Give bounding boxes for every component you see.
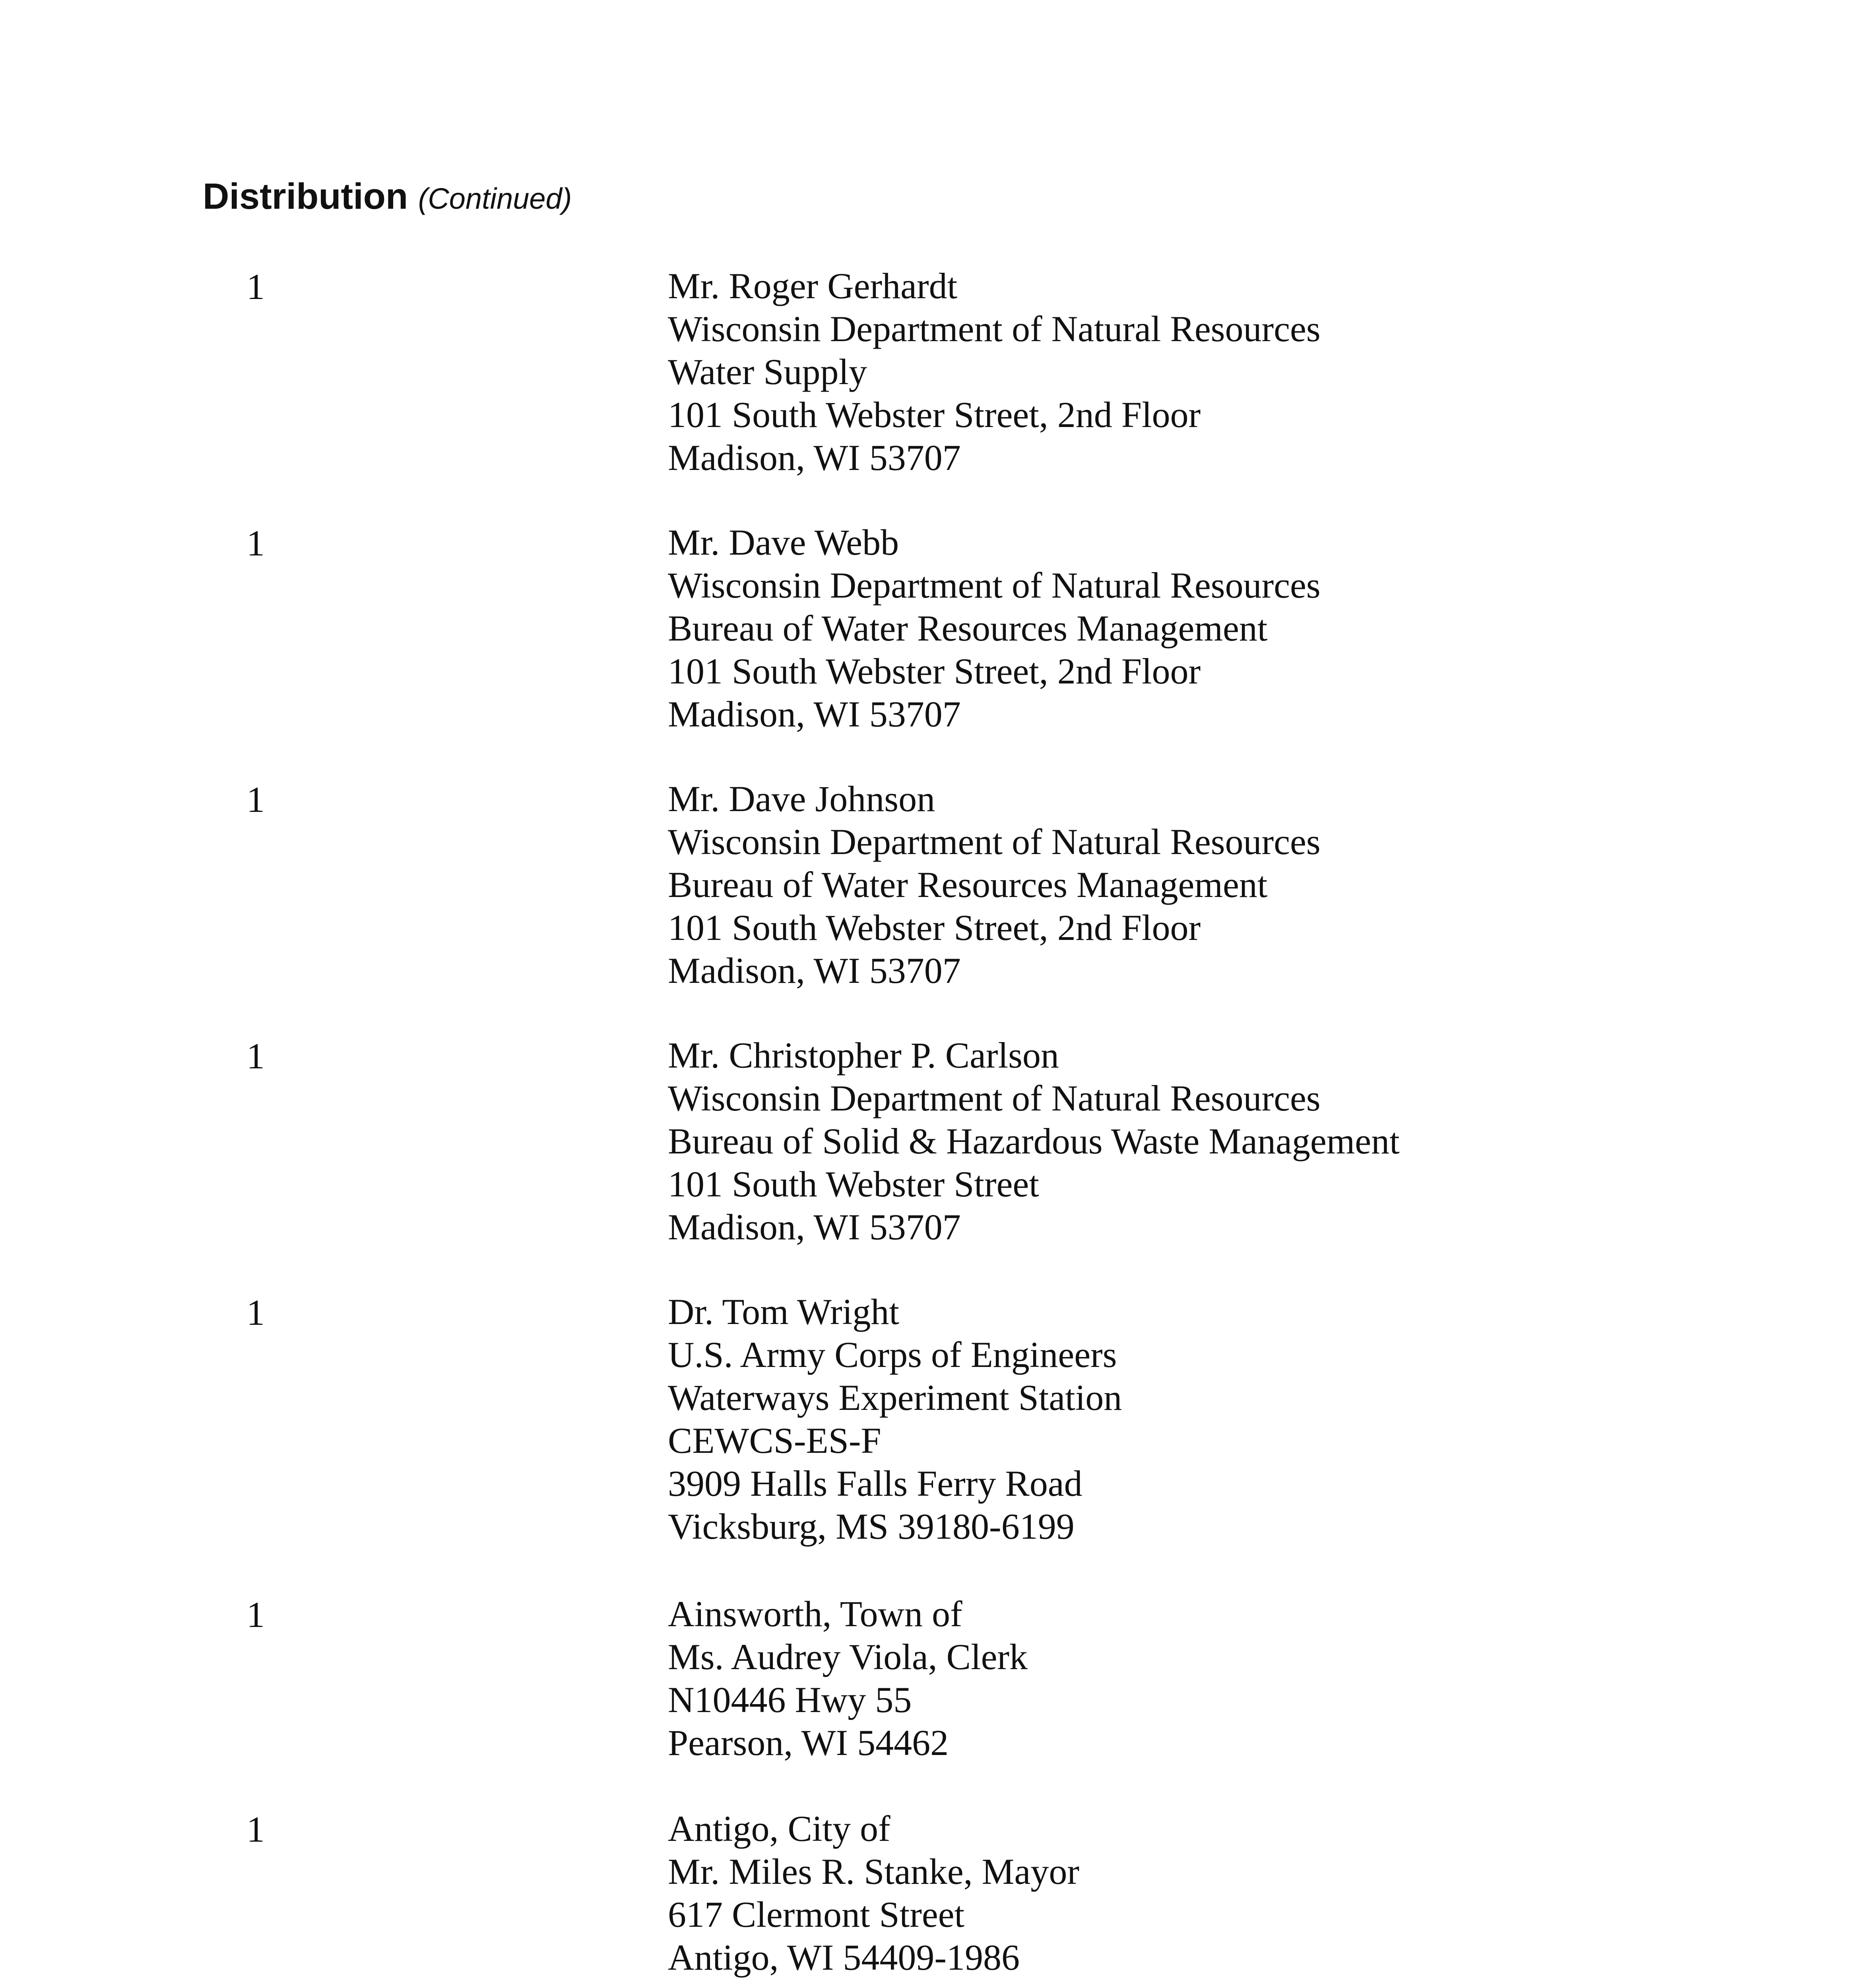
recipient-address [668, 264, 1701, 479]
address-line: 3909 Halls Falls Ferry Road [668, 1463, 1083, 1504]
copy-count: 1 [246, 1594, 265, 1635]
recipient-address [668, 1290, 1701, 1548]
recipient-address [668, 1592, 1701, 1764]
address-line: Bureau of Water Resources Management [668, 608, 1268, 648]
recipient-address [668, 1807, 1701, 1979]
copy-count: 1 [246, 1292, 265, 1333]
address-line: Mr. Miles R. Stanke, Mayor [668, 1851, 1079, 1892]
address-line: 101 South Webster Street [668, 1164, 1039, 1204]
address-line: 101 South Webster Street, 2nd Floor [668, 651, 1201, 691]
address-line: U.S. Army Corps of Engineers [668, 1334, 1117, 1375]
address-line: Water Supply [668, 351, 867, 392]
copy-count: 1 [246, 779, 265, 820]
address-line: Ms. Audrey Viola, Clerk [668, 1637, 1028, 1677]
address-line: 101 South Webster Street, 2nd Floor [668, 907, 1201, 948]
address-line: Antigo, WI 54409-1986 [668, 1937, 1020, 1978]
address-line: Bureau of Solid & Hazardous Waste Management [668, 1121, 1400, 1161]
address-line: Wisconsin Department of Natural Resources [668, 1078, 1321, 1118]
address-line: N10446 Hwy 55 [668, 1679, 912, 1720]
address-line: Madison, WI 53707 [668, 950, 961, 991]
address-line: Dr. Tom Wright [668, 1291, 899, 1332]
address-line: 617 Clermont Street [668, 1894, 965, 1935]
recipient-address [668, 1034, 1701, 1248]
continued-label: (Continued) [418, 182, 572, 215]
address-line: Wisconsin Department of Natural Resources [668, 309, 1321, 349]
address-line: Mr. Roger Gerhardt [668, 266, 958, 306]
address-line: Madison, WI 53707 [668, 1207, 961, 1247]
address-line: Pearson, WI 54462 [668, 1722, 949, 1763]
address-line: Mr. Christopher P. Carlson [668, 1035, 1059, 1076]
copy-count: 1 [246, 1809, 265, 1850]
copy-count: 1 [246, 1036, 265, 1076]
address-line: Mr. Dave Johnson [668, 779, 935, 819]
copy-count: 1 [246, 266, 265, 307]
address-line: CEWCS-ES-F [668, 1420, 881, 1461]
address-line: Wisconsin Department of Natural Resources [668, 821, 1321, 862]
address-line: Madison, WI 53707 [668, 437, 961, 478]
address-line: Antigo, City of [668, 1808, 890, 1849]
address-line: Waterways Experiment Station [668, 1377, 1122, 1418]
recipient-address [668, 521, 1701, 736]
address-line: Madison, WI 53707 [668, 694, 961, 734]
address-line: Vicksburg, MS 39180-6199 [668, 1506, 1075, 1547]
recipient-address [668, 777, 1701, 992]
address-line: Bureau of Water Resources Management [668, 864, 1268, 905]
address-line: 101 South Webster Street, 2nd Floor [668, 394, 1201, 435]
copy-count: 1 [246, 523, 265, 563]
address-line: Wisconsin Department of Natural Resources [668, 565, 1321, 606]
distribution-heading: Distribution [203, 176, 408, 217]
address-line: Mr. Dave Webb [668, 522, 899, 563]
address-line: Ainsworth, Town of [668, 1594, 962, 1634]
